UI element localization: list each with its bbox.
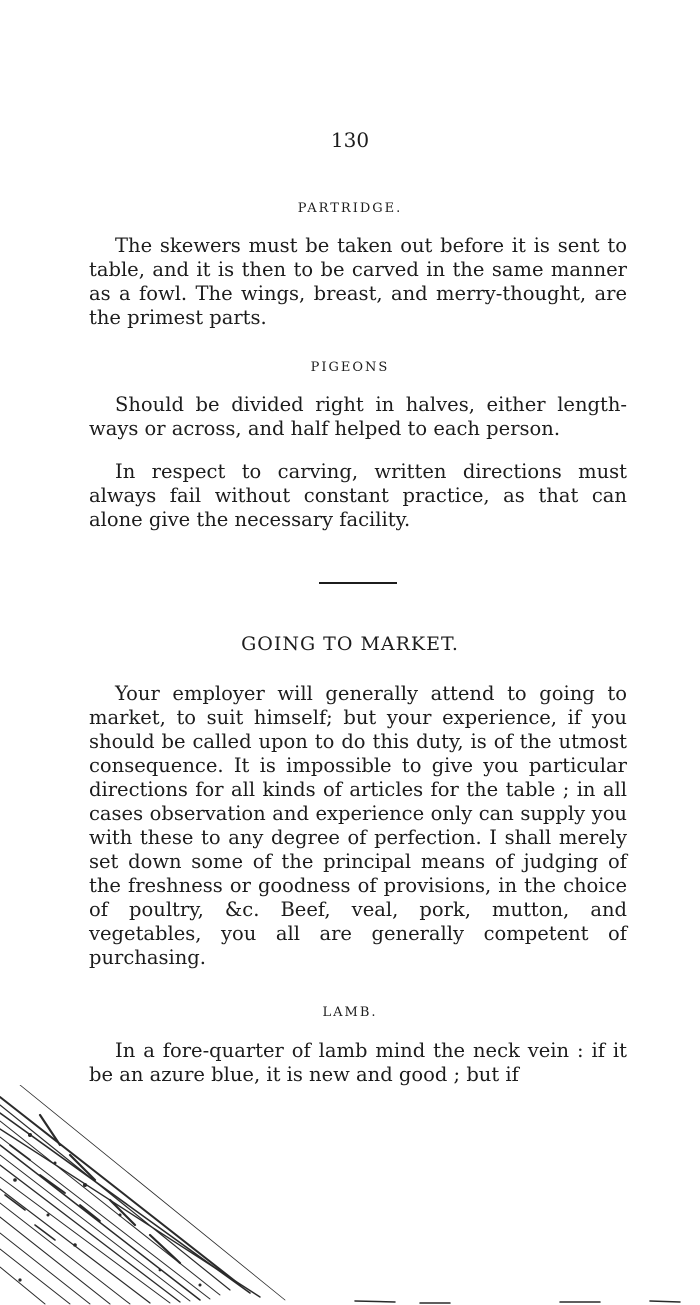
section-heading-lamb: LAMB. [322,1005,378,1020]
paragraph-market: Your employer will generally attend to going to market, to suit himself; but your experience, if you should be called upon to do this duty, is of the utmost consequence. It is impossible to give you particular directions for all kinds of articles for the table ; in all cases observation and experience only can supply you with these to any degree of perfection. I shall merely set down some of the principal means of judging of the freshness or goodness of provisions, in the choice of poultry, &c. Beef, veal, pork, mutton, and vegetables, you all are generally competent of purchasing. [89,682,627,969]
paragraph-lamb: In a fore-quarter of lamb mind the neck vein : if it be an azure blue, it is new and good ; but if [89,1039,627,1086]
chapter-heading-market: GOING TO MARKET. [241,633,459,655]
section-heading-partridge: PARTRIDGE. [297,201,403,216]
section-heading-pigeons: PIGEONS [310,360,390,375]
paragraph-pigeons-2: In respect to carving, written directions must always fail without constant practice, as that can alone give the necessary facility. [89,460,627,531]
page-corner-stain [0,1085,290,1305]
paragraph-partridge: The skewers must be taken out before it is sent to table, and it is then to be carved in the same manner as a fowl. The wings, breast, and merry-thought, are the primest parts. [89,234,627,329]
page-bottom-marks [0,1285,700,1305]
page-number: 130 [330,128,370,152]
paragraph-pigeons-1: Should be divided right in halves, either length-ways or across, and half helped to each person. [89,393,627,440]
section-divider [319,582,397,584]
